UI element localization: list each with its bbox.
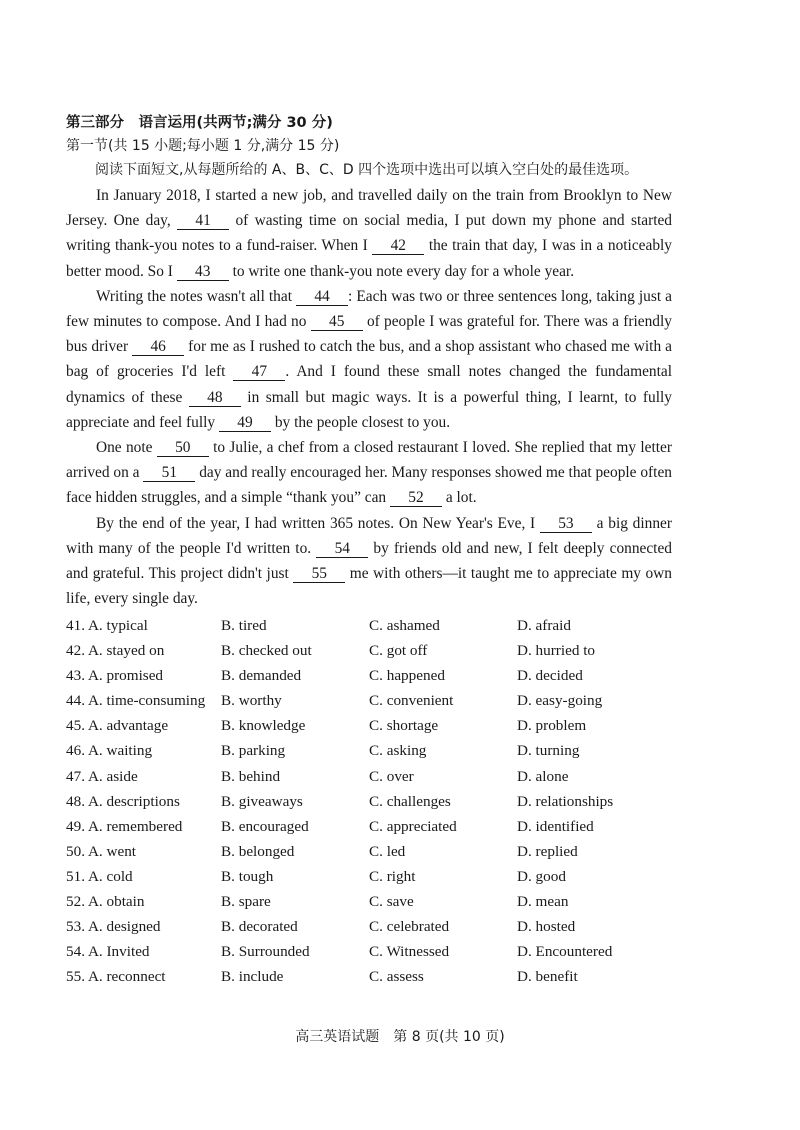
option-d: D. Encountered — [517, 943, 613, 961]
option-row — [66, 814, 672, 839]
option-b: B. knowledge — [221, 717, 306, 735]
passage-text: the train that day, I was in a noticeably better mood. So I — [66, 237, 672, 280]
option-b: B. worthy — [221, 692, 282, 710]
option-row — [66, 839, 672, 864]
passage-text: a lot. — [445, 489, 477, 507]
option-a: 52. A. obtain — [66, 893, 145, 911]
option-d: D. relationships — [517, 792, 614, 810]
option-c: C. asking — [369, 742, 427, 760]
passage-paragraph-3 — [66, 435, 672, 511]
passage-text: a big dinner with many of the people I'd written to. — [66, 514, 672, 557]
option-c: C. ashamed — [369, 617, 440, 634]
option-c: C. led — [369, 842, 406, 860]
passage-text: for me as I rushed to catch the bus, and a shop assistant who chased me with a bag of groceries I'd left — [66, 338, 672, 381]
option-d: D. replied — [517, 842, 578, 860]
option-a: 47. A. aside — [66, 767, 138, 785]
option-row — [66, 639, 672, 664]
option-a: 43. A. promised — [66, 667, 164, 685]
option-c: C. challenges — [369, 792, 451, 810]
blank-49: 49 — [219, 414, 271, 432]
option-a: 51. A. cold — [66, 867, 133, 885]
options-list — [66, 613, 672, 989]
option-d: D. problem — [517, 717, 587, 735]
option-c: C. got off — [369, 642, 428, 660]
option-d: D. afraid — [517, 617, 571, 634]
option-c: C. convenient — [369, 692, 454, 710]
passage-paragraph-4 — [66, 511, 672, 612]
option-row — [66, 789, 672, 814]
option-c: C. shortage — [369, 717, 439, 735]
option-b: B. Surrounded — [221, 943, 310, 961]
option-row — [66, 764, 672, 789]
blank-50: 50 — [157, 439, 209, 457]
blank-44: 44 — [296, 288, 348, 306]
blank-51: 51 — [143, 464, 195, 482]
option-row — [66, 664, 672, 689]
option-c: C. happened — [369, 667, 445, 685]
option-c: C. appreciated — [369, 817, 457, 835]
passage-text: by the people closest to you. — [274, 413, 451, 431]
option-d: D. benefit — [517, 968, 578, 986]
passage-text: By the end of the year, I had written 365 notes. On New Year's Eve, I — [96, 514, 536, 532]
passage-text: me with others—it taught me to appreciate my own life, every single day. — [66, 565, 672, 608]
option-b: B. spare — [221, 893, 271, 911]
passage-text: Writing the notes wasn't all that — [96, 287, 292, 305]
option-b: B. behind — [221, 767, 281, 785]
option-b: B. tough — [221, 867, 274, 885]
passage-text: of people I was grateful for. There was a friendly bus driver — [66, 313, 672, 356]
option-row — [66, 613, 672, 638]
option-a: 50. A. went — [66, 842, 137, 860]
option-row — [66, 915, 672, 940]
option-b: B. checked out — [221, 642, 312, 660]
blank-43: 43 — [177, 263, 229, 281]
option-row — [66, 689, 672, 714]
option-c: C. Witnessed — [369, 943, 450, 961]
passage-text: One note — [96, 439, 153, 457]
passage-text: In January 2018, I started a new job, and travelled daily on the train from Brooklyn to New Jersey. One day, — [66, 187, 672, 230]
blank-46: 46 — [132, 338, 184, 356]
option-b: B. include — [221, 968, 284, 986]
subsection-title: 第一节(共 15 小题;每小题 1 分,满分 15 分) — [66, 138, 340, 154]
blank-41: 41 — [177, 212, 229, 230]
option-c: C. save — [369, 893, 414, 911]
option-a: 46. A. waiting — [66, 742, 153, 760]
option-d: D. hosted — [517, 918, 576, 936]
option-d: D. turning — [517, 742, 580, 760]
option-a: 54. A. Invited — [66, 943, 150, 961]
option-row — [66, 940, 672, 965]
option-b: B. parking — [221, 742, 286, 760]
option-a: 48. A. descriptions — [66, 792, 180, 810]
option-a: 41. A. typical — [66, 617, 148, 634]
blank-47: 47 — [233, 363, 285, 381]
blank-54: 54 — [316, 540, 368, 558]
option-row — [66, 739, 672, 764]
option-a: 45. A. advantage — [66, 717, 169, 735]
option-d: D. hurried to — [517, 642, 596, 660]
passage-text: to write one thank-you note every day for a whole year. — [232, 262, 575, 280]
passage-paragraph-2 — [66, 284, 672, 435]
option-b: B. decorated — [221, 918, 298, 936]
option-d: D. alone — [517, 767, 569, 785]
passage-text: of wasting time on social media, I put down my phone and started writing thank-you notes to a fund-raiser. When I — [66, 212, 672, 255]
option-a: 53. A. designed — [66, 918, 161, 936]
exam-page — [66, 112, 672, 990]
option-d: D. good — [517, 867, 566, 885]
blank-45: 45 — [311, 313, 363, 331]
option-b: B. belonged — [221, 842, 295, 860]
option-row — [66, 889, 672, 914]
option-d: D. identified — [517, 817, 594, 835]
option-b: B. encouraged — [221, 817, 309, 835]
option-b: B. demanded — [221, 667, 302, 685]
section-title: 第三部分 语言运用(共两节;满分 30 分) — [66, 115, 333, 131]
blank-42: 42 — [372, 237, 424, 255]
option-a: 49. A. remembered — [66, 817, 183, 835]
option-d: D. decided — [517, 667, 583, 685]
passage-text: . And I found these small notes changed the fundamental dynamics of these — [66, 363, 672, 406]
page-footer: 高三英语试题 第 8 页(共 10 页) — [295, 1029, 505, 1045]
option-d: D. mean — [517, 893, 569, 911]
option-c: C. celebrated — [369, 918, 450, 936]
passage-paragraph-1 — [66, 183, 672, 284]
option-a: 44. A. time-consuming — [66, 692, 206, 710]
passage-text: day and really encouraged her. Many responses showed me that people often face hidden struggles, and a simple “thank you” can — [66, 464, 672, 507]
passage-text: in small but magic ways. It is a powerful thing, I learnt, to fully appreciate and feel fully — [66, 388, 672, 431]
blank-52: 52 — [390, 489, 442, 507]
option-c: C. over — [369, 767, 414, 785]
blank-53: 53 — [540, 515, 592, 533]
option-a: 55. A. reconnect — [66, 968, 166, 986]
passage-text: to Julie, a chef from a closed restaurant I loved. She replied that my letter arrived on a — [66, 439, 672, 482]
option-row — [66, 714, 672, 739]
option-c: C. right — [369, 867, 416, 885]
option-b: B. giveaways — [221, 792, 303, 810]
passage-text: : Each was two or three sentences long, taking just a few minutes to compose. And I had no — [66, 287, 672, 331]
option-row — [66, 864, 672, 889]
option-d: D. easy-going — [517, 692, 603, 710]
option-a: 42. A. stayed on — [66, 642, 165, 660]
blank-55: 55 — [293, 565, 345, 583]
option-row — [66, 965, 672, 990]
option-c: C. assess — [369, 968, 424, 986]
option-b: B. tired — [221, 617, 267, 634]
blank-48: 48 — [189, 389, 241, 407]
passage-text: by friends old and new, I felt deeply connected and grateful. This project didn't just — [66, 539, 672, 583]
directions: 阅读下面短文,从每题所给的 A、B、C、D 四个选项中选出可以填入空白处的最佳选项。 — [95, 162, 639, 178]
